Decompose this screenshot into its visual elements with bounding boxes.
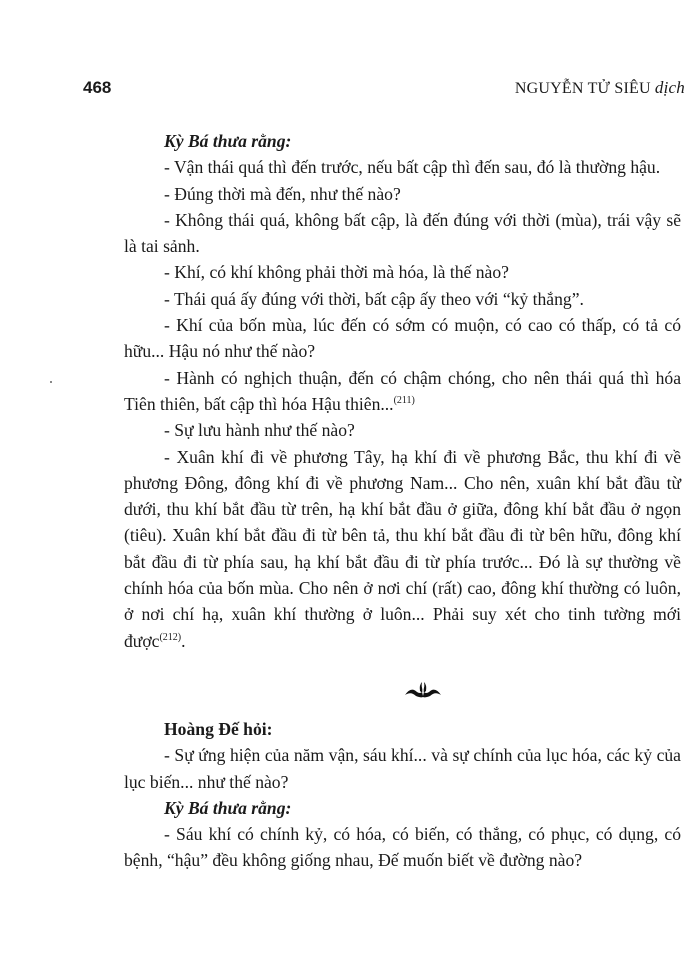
page-number: 468 [83,78,112,97]
paragraph-with-footnote [124,444,681,654]
speaker-ky-ba: Kỳ Bá thưa rằng: [164,797,292,818]
page-body [124,128,681,874]
scan-speck [50,381,52,383]
paragraph: - Thái quá ấy đúng với thời, bất cập ấy theo với “kỷ thắng”. [164,288,584,309]
fleuron-ornament-icon [403,680,443,700]
paragraph: - Vận thái quá thì đến trước, nếu bất cập thì đến sau, đó là thường hậu. [164,157,661,178]
footnote-ref-212: (212) [159,631,182,643]
paragraph-text: - Hành có nghịch thuận, đến có chậm chóng, cho nên thái quá thì hóa Tiên thiên, bất cập thì hóa Hậu thiên... [124,367,681,414]
section-divider [124,668,681,712]
paragraph-with-footnote [124,365,681,418]
paragraph: - Khí, có khí không phải thời mà hóa, là thế nào? [164,262,509,283]
paragraph: - Khí của bốn mùa, lúc đến có sớm có muộn, có cao có thấp, có tả có hữu... Hậu nó như thế nào? [124,315,681,362]
paragraph: - Đúng thời mà đến, như thế nào? [164,183,401,204]
running-head-author: NGUYỄN TỬ SIÊU [514,80,651,97]
footnote-ref-211: (211) [393,394,415,406]
running-head [515,78,685,98]
paragraph: - Sự ứng hiện của năm vận, sáu khí... và sự chính của lục hóa, các kỷ của lục biến... như thế nào? [124,745,681,792]
paragraph: - Sự lưu hành như thế nào? [164,420,355,441]
paragraph: - Sáu khí có chính kỷ, có hóa, có biến, có thắng, có phục, có dụng, có bệnh, “hậu” đều không giống nhau, Đế muốn biết về đường nào? [124,824,681,871]
running-head-role: dịch [654,78,685,97]
speaker-ky-ba: Kỳ Bá thưa rằng: [164,131,292,151]
speaker-hoang-de: Hoàng Đế hỏi: [164,718,273,739]
end-punctuation: . [181,630,186,651]
paragraph: - Không thái quá, không bất cập, là đến đúng với thời (mùa), trái vậy sẽ là tai sảnh. [124,209,681,257]
paragraph-text: - Xuân khí đi về phương Tây, hạ khí đi về phương Bắc, thu khí đi về phương Đông, đông khí đi về phương Nam... Cho nên, xuân khí bắt đầu từ dưới, thu khí bắt đầu từ trên, hạ khí bắt đầu ở giữa, đông khí bắt đầu ở ngọn (tiêu). Xuân khí bắt đầu đi từ bên tả, thu khí bắt đầu đi từ bên hữu, đông khí bắt đầu đi từ phía sau, hạ khí bắt đầu đi từ phía trước... Đó là sự thường về chính hóa của bốn mùa. Cho nên ở nơi chí (rất) cao, đông khí thường có luôn, ở nơi chí hạ, xuân khí thường ở luôn... Phải suy xét cho tinh tường mới được [124,446,681,651]
